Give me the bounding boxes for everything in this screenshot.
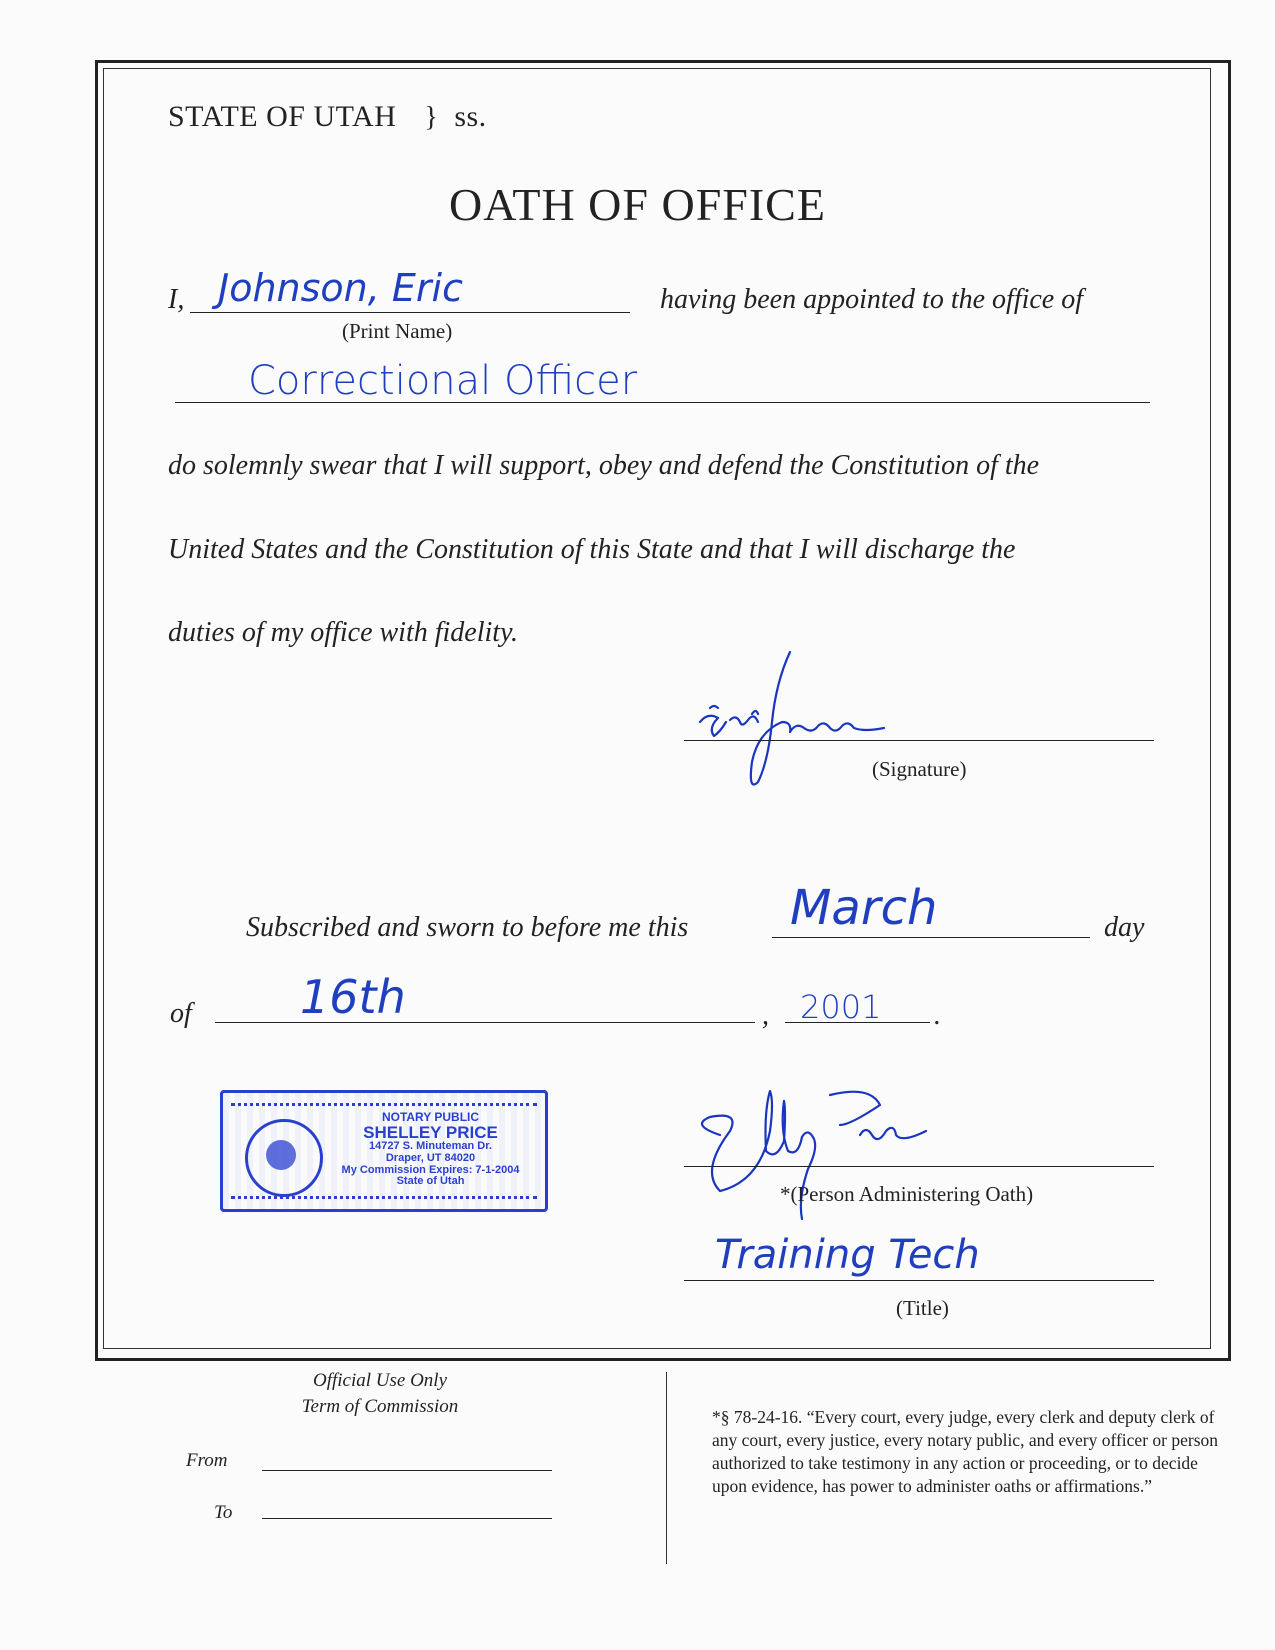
state-label: STATE OF UTAH [168, 100, 397, 133]
oath-line-1: do solemnly swear that I will support, obey and defend the Constitution of the [168, 450, 1040, 481]
appointed-text: having been appointed to the office of [660, 284, 1084, 315]
period: . [934, 1000, 941, 1031]
official-use-line-2: Term of Commission [301, 1395, 459, 1417]
oath-line-2: United States and the Constitution of this State and that I will discharge the [168, 534, 1016, 565]
signature-line [684, 740, 1154, 741]
official-use-heading [230, 1368, 530, 1419]
statute-text: *§ 78-24-16. “Every court, every judge, every clerk and deputy clerk of any court, every justice, every notary public, and every officer or person authorized to take testimony in any action or proceeding, or to decide upon evidence, has power to administer oaths or affirmations.” [712, 1407, 1219, 1497]
of-label: of [170, 998, 192, 1029]
office-value: Correctional Officer [248, 358, 638, 404]
day-label: day [1104, 912, 1145, 943]
official-use-line-1: Official Use Only [312, 1370, 448, 1391]
title-line [684, 1280, 1154, 1281]
document-title: OATH OF OFFICE [449, 179, 826, 230]
to-label: To [214, 1502, 233, 1523]
ss-label: ss. [454, 100, 487, 133]
year-value: 2001 [800, 988, 882, 1026]
bottom-divider [666, 1372, 667, 1564]
subscribed-text: Subscribed and sworn to before me this [246, 912, 689, 943]
stamp-line-3: 14727 S. Minuteman Dr. [369, 1140, 492, 1153]
print-name-value: Johnson, Eric [218, 266, 463, 310]
day-value: March [790, 880, 938, 936]
month-value: 16th [300, 970, 406, 1024]
to-line [262, 1518, 552, 1519]
print-name-line [190, 312, 630, 313]
notary-stamp [220, 1090, 548, 1212]
brace: } [424, 102, 439, 133]
stamp-line-4: Draper, UT 84020 [385, 1151, 476, 1164]
signature-caption: (Signature) [872, 757, 967, 781]
administrator-line [684, 1166, 1154, 1167]
state-header [168, 100, 487, 134]
comma: , [762, 1000, 769, 1031]
stamp-text [323, 1111, 538, 1188]
i-label: I, [168, 284, 185, 315]
title-value: Training Tech [715, 1232, 980, 1278]
state-seal-icon [245, 1119, 323, 1197]
print-name-caption: (Print Name) [342, 319, 453, 343]
stamp-line-5: My Commission Expires: 7-1-2004 [341, 1163, 520, 1176]
stamp-line-6: State of Utah [396, 1175, 465, 1188]
stamp-line-2: SHELLEY PRICE [363, 1122, 498, 1142]
from-label: From [186, 1450, 228, 1471]
from-line [262, 1470, 552, 1471]
month-line [215, 1022, 755, 1023]
stamp-line-1: NOTARY PUBLIC [381, 1110, 480, 1124]
administrator-caption: *(Person Administering Oath) [780, 1182, 1034, 1206]
oath-line-3: duties of my office with fidelity. [168, 617, 518, 648]
title-caption: (Title) [896, 1296, 949, 1320]
day-line [772, 937, 1090, 938]
